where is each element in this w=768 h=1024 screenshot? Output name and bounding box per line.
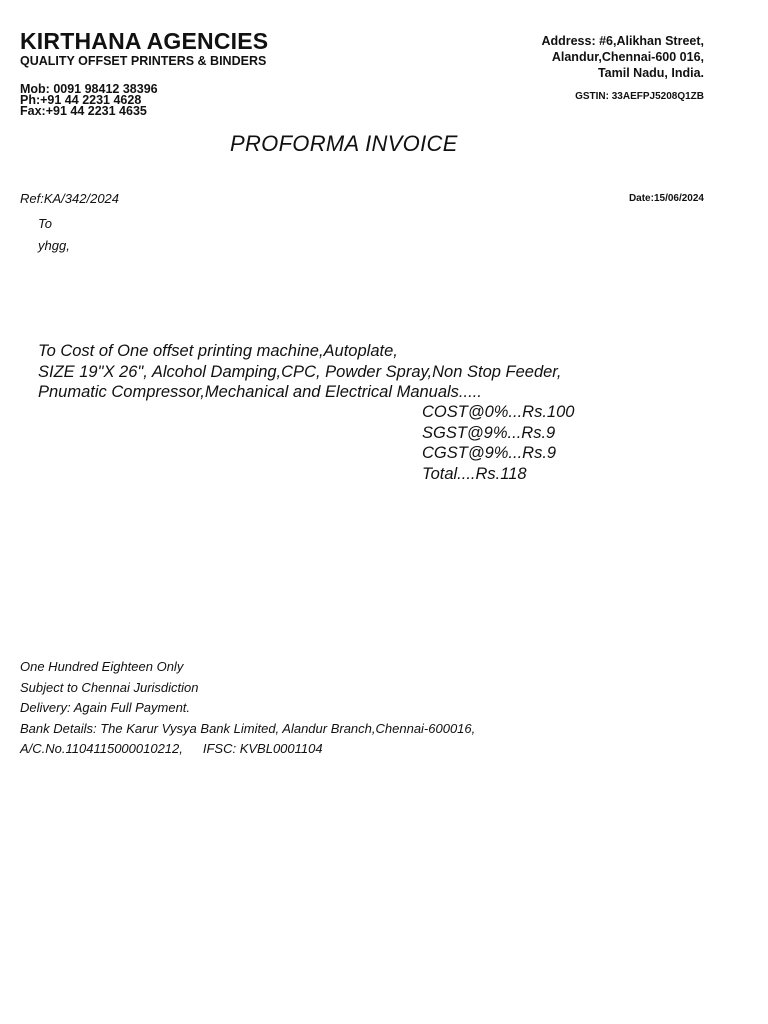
address-line-3: Tamil Nadu, India. [597, 66, 704, 80]
account-number: A/C.No.1104115000010212, [20, 741, 183, 756]
recipient-label: To [38, 216, 52, 231]
amount-in-words: One Hundred Eighteen Only [20, 659, 184, 674]
ifsc-code: IFSC: KVBL0001104 [202, 741, 323, 756]
fax-number: Fax:+91 44 2231 4635 [20, 104, 147, 118]
cost-line: COST@0%...Rs.100 [422, 403, 575, 421]
account-details [20, 739, 475, 760]
charges-breakdown [422, 402, 574, 484]
address-line-2: Alandur,Chennai-600 016, [551, 50, 704, 64]
mobile-number: Mob: 0091 98412 38396 [20, 82, 158, 96]
description-line-3: Pnumatic Compressor,Mechanical and Electrical Manuals..... [38, 383, 482, 401]
company-address [541, 33, 704, 81]
company-tagline: QUALITY OFFSET PRINTERS & BINDERS [20, 54, 267, 68]
phone-number: Ph:+91 44 2231 4628 [20, 93, 142, 107]
contact-block [20, 84, 158, 117]
invoice-date: Date:15/06/2024 [628, 193, 704, 204]
sgst-line: SGST@9%...Rs.9 [422, 423, 556, 442]
address-line-1: Address: #6,Alikhan Street, [541, 34, 704, 48]
document-title: PROFORMA INVOICE [230, 131, 458, 156]
gstin: GSTIN: 33AEFPJ5208Q1ZB [575, 91, 704, 102]
cgst-line: CGST@9%...Rs.9 [422, 444, 557, 462]
bank-details: Bank Details: The Karur Vysya Bank Limited, Alandur Branch,Chennai-600016, [20, 720, 476, 736]
description-line-1: To Cost of One offset printing machine,Autoplate, [38, 342, 398, 360]
item-description [38, 341, 561, 403]
recipient-name: yhgg, [38, 238, 70, 253]
jurisdiction-note: Subject to Chennai Jurisdiction [20, 679, 199, 695]
description-line-2: SIZE 19"X 26", Alcohol Damping,CPC, Powder Spray,Non Stop Feeder, [38, 362, 562, 381]
delivery-terms: Delivery: Again Full Payment. [20, 700, 191, 715]
reference-number: Ref:KA/342/2024 [20, 191, 120, 206]
company-name: KIRTHANA AGENCIES [20, 28, 269, 54]
total-line: Total....Rs.118 [422, 464, 527, 483]
invoice-footer [20, 657, 475, 760]
